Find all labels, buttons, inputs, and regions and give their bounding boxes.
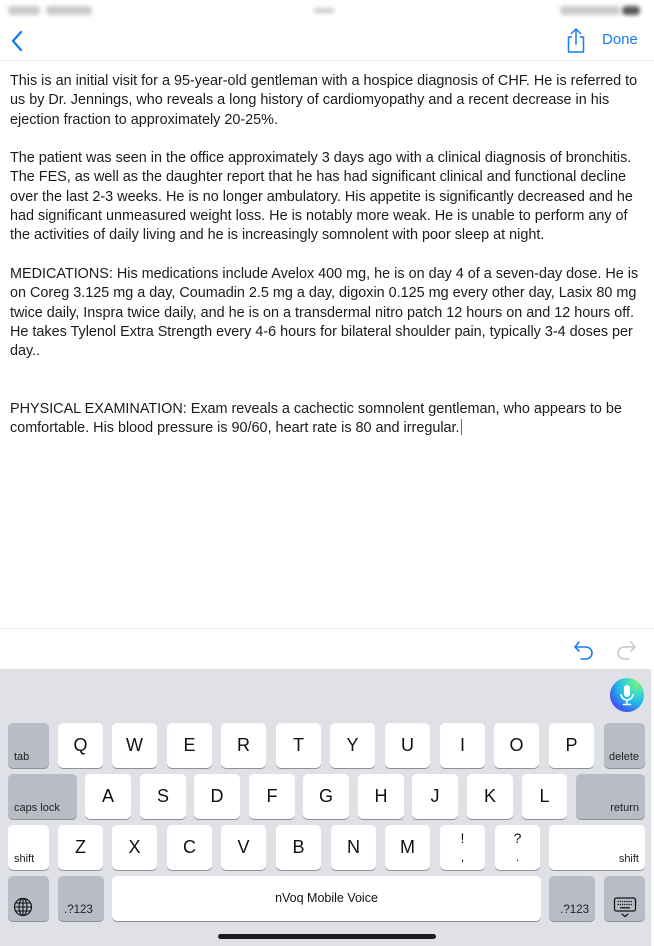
key-b[interactable]: B [276,825,321,870]
status-bar [0,0,654,22]
tab-key[interactable] [8,723,49,768]
microphone-icon [619,684,635,706]
globe-key[interactable] [8,876,49,921]
tab-key-label: tab [14,751,30,763]
key-a[interactable]: A [85,774,131,819]
caps-lock-key[interactable] [8,774,77,819]
key-m[interactable]: M [385,825,430,870]
battery-icon [622,6,640,15]
undo-button[interactable] [572,639,596,661]
navigation-bar [0,22,654,61]
key-i[interactable]: I [440,723,485,768]
paragraph-medications: MEDICATIONS: His medications include Avelox 400 mg, he is on day 4 of a seven-day dose. He is on Coreg 3.125 mg a day, Coumadin 2.5 mg a day, digoxin 0.125 mg every other day, Lasix 80 mg twice daily, Inspra twice daily, and he is on a transdermal nitro patch 12 hours on and 12 hours off. He takes Tylenol Extra Strength every 4-6 hours for bilateral shoulder pain, typically 3-4 doses per day.. [10,265,639,360]
key-g[interactable]: G [303,774,349,819]
home-indicator[interactable] [218,934,436,939]
delete-key-label: delete [609,751,639,763]
key-x[interactable]: X [112,825,157,870]
key-o[interactable]: O [494,723,539,768]
shortcut-bar [0,628,654,670]
redo-icon [614,639,638,661]
caps-lock-label: caps lock [14,802,60,814]
status-time [8,6,40,15]
paragraph-physical-exam [10,400,650,439]
note-text-editor[interactable] [10,72,650,458]
status-indicators [560,6,620,15]
key-exclaim-comma[interactable] [440,825,485,870]
numbers-right-key[interactable] [549,876,595,921]
key-z[interactable]: Z [58,825,103,870]
key-y[interactable]: Y [330,723,375,768]
share-icon [564,26,588,56]
status-date [46,6,92,15]
return-key-label: return [610,802,639,814]
key-e[interactable]: E [167,723,212,768]
text-caret [461,419,462,435]
paragraph-intro: This is an initial visit for a 95-year-old gentleman with a hospice diagnosis of CHF. He is referred to us by Dr. Jennings, who reveals a long history of cardiomyopathy and a recent decrease in his ejection fraction to approximately 20-25%. [10,73,638,128]
back-button[interactable] [6,26,28,56]
undo-icon [572,639,596,661]
return-key[interactable] [576,774,645,819]
key-d[interactable]: D [194,774,240,819]
multitasking-dots [314,8,334,13]
dictation-mic-button[interactable] [610,678,644,712]
chevron-left-icon [6,26,28,56]
shift-left-label: shift [14,853,35,865]
key-u[interactable]: U [385,723,430,768]
key-c[interactable]: C [167,825,212,870]
key-w[interactable]: W [112,723,157,768]
space-bar[interactable]: nVoq Mobile Voice [112,876,541,921]
numbers-left-label: .?123 [64,904,93,916]
period-label: . [515,850,520,864]
key-j[interactable]: J [412,774,458,819]
key-s[interactable]: S [140,774,186,819]
key-p[interactable]: P [549,723,594,768]
key-h[interactable]: H [358,774,404,819]
exclaim-label: ! [460,830,465,846]
numbers-left-key[interactable] [58,876,104,921]
question-label: ? [513,830,522,846]
done-button[interactable]: Done [602,31,638,48]
key-f[interactable]: F [249,774,295,819]
key-t[interactable]: T [276,723,321,768]
redo-button[interactable] [614,639,638,661]
key-l[interactable]: L [522,774,567,819]
shift-right-key[interactable] [549,825,645,870]
dismiss-keyboard-key[interactable] [604,876,645,921]
physical-exam-text: PHYSICAL EXAMINATION: Exam reveals a cachectic somnolent gentleman, who appears to be comfortable. His blood pressure is 90/60, heart rate is 80 and irregular. [10,401,622,437]
key-n[interactable]: N [331,825,376,870]
comma-label: , [460,850,465,864]
shift-right-label: shift [618,853,639,865]
key-question-period[interactable] [495,825,540,870]
paragraph-history: The patient was seen in the office approximately 3 days ago with a clinical diagnosis of bronchitis. The FES, as well as the daughter report that he has had significant clinical and functional decline over the last 2-3 weeks. He is no longer ambulatory. His appetite is significantly decreased and he had significant unmeasured weight loss. He is notably more weak. He is unable to perform any of the activities of daily living and he is increasingly somnolent with poor sleep at night. [10,150,633,244]
key-r[interactable]: R [221,723,266,768]
delete-key[interactable] [604,723,645,768]
numbers-right-label: .?123 [560,904,589,916]
key-v[interactable]: V [221,825,266,870]
globe-icon [13,897,33,917]
keyboard-dismiss-icon [613,896,637,918]
key-q[interactable]: Q [58,723,103,768]
share-button[interactable] [564,26,588,56]
shift-left-key[interactable] [8,825,49,870]
key-k[interactable]: K [467,774,513,819]
